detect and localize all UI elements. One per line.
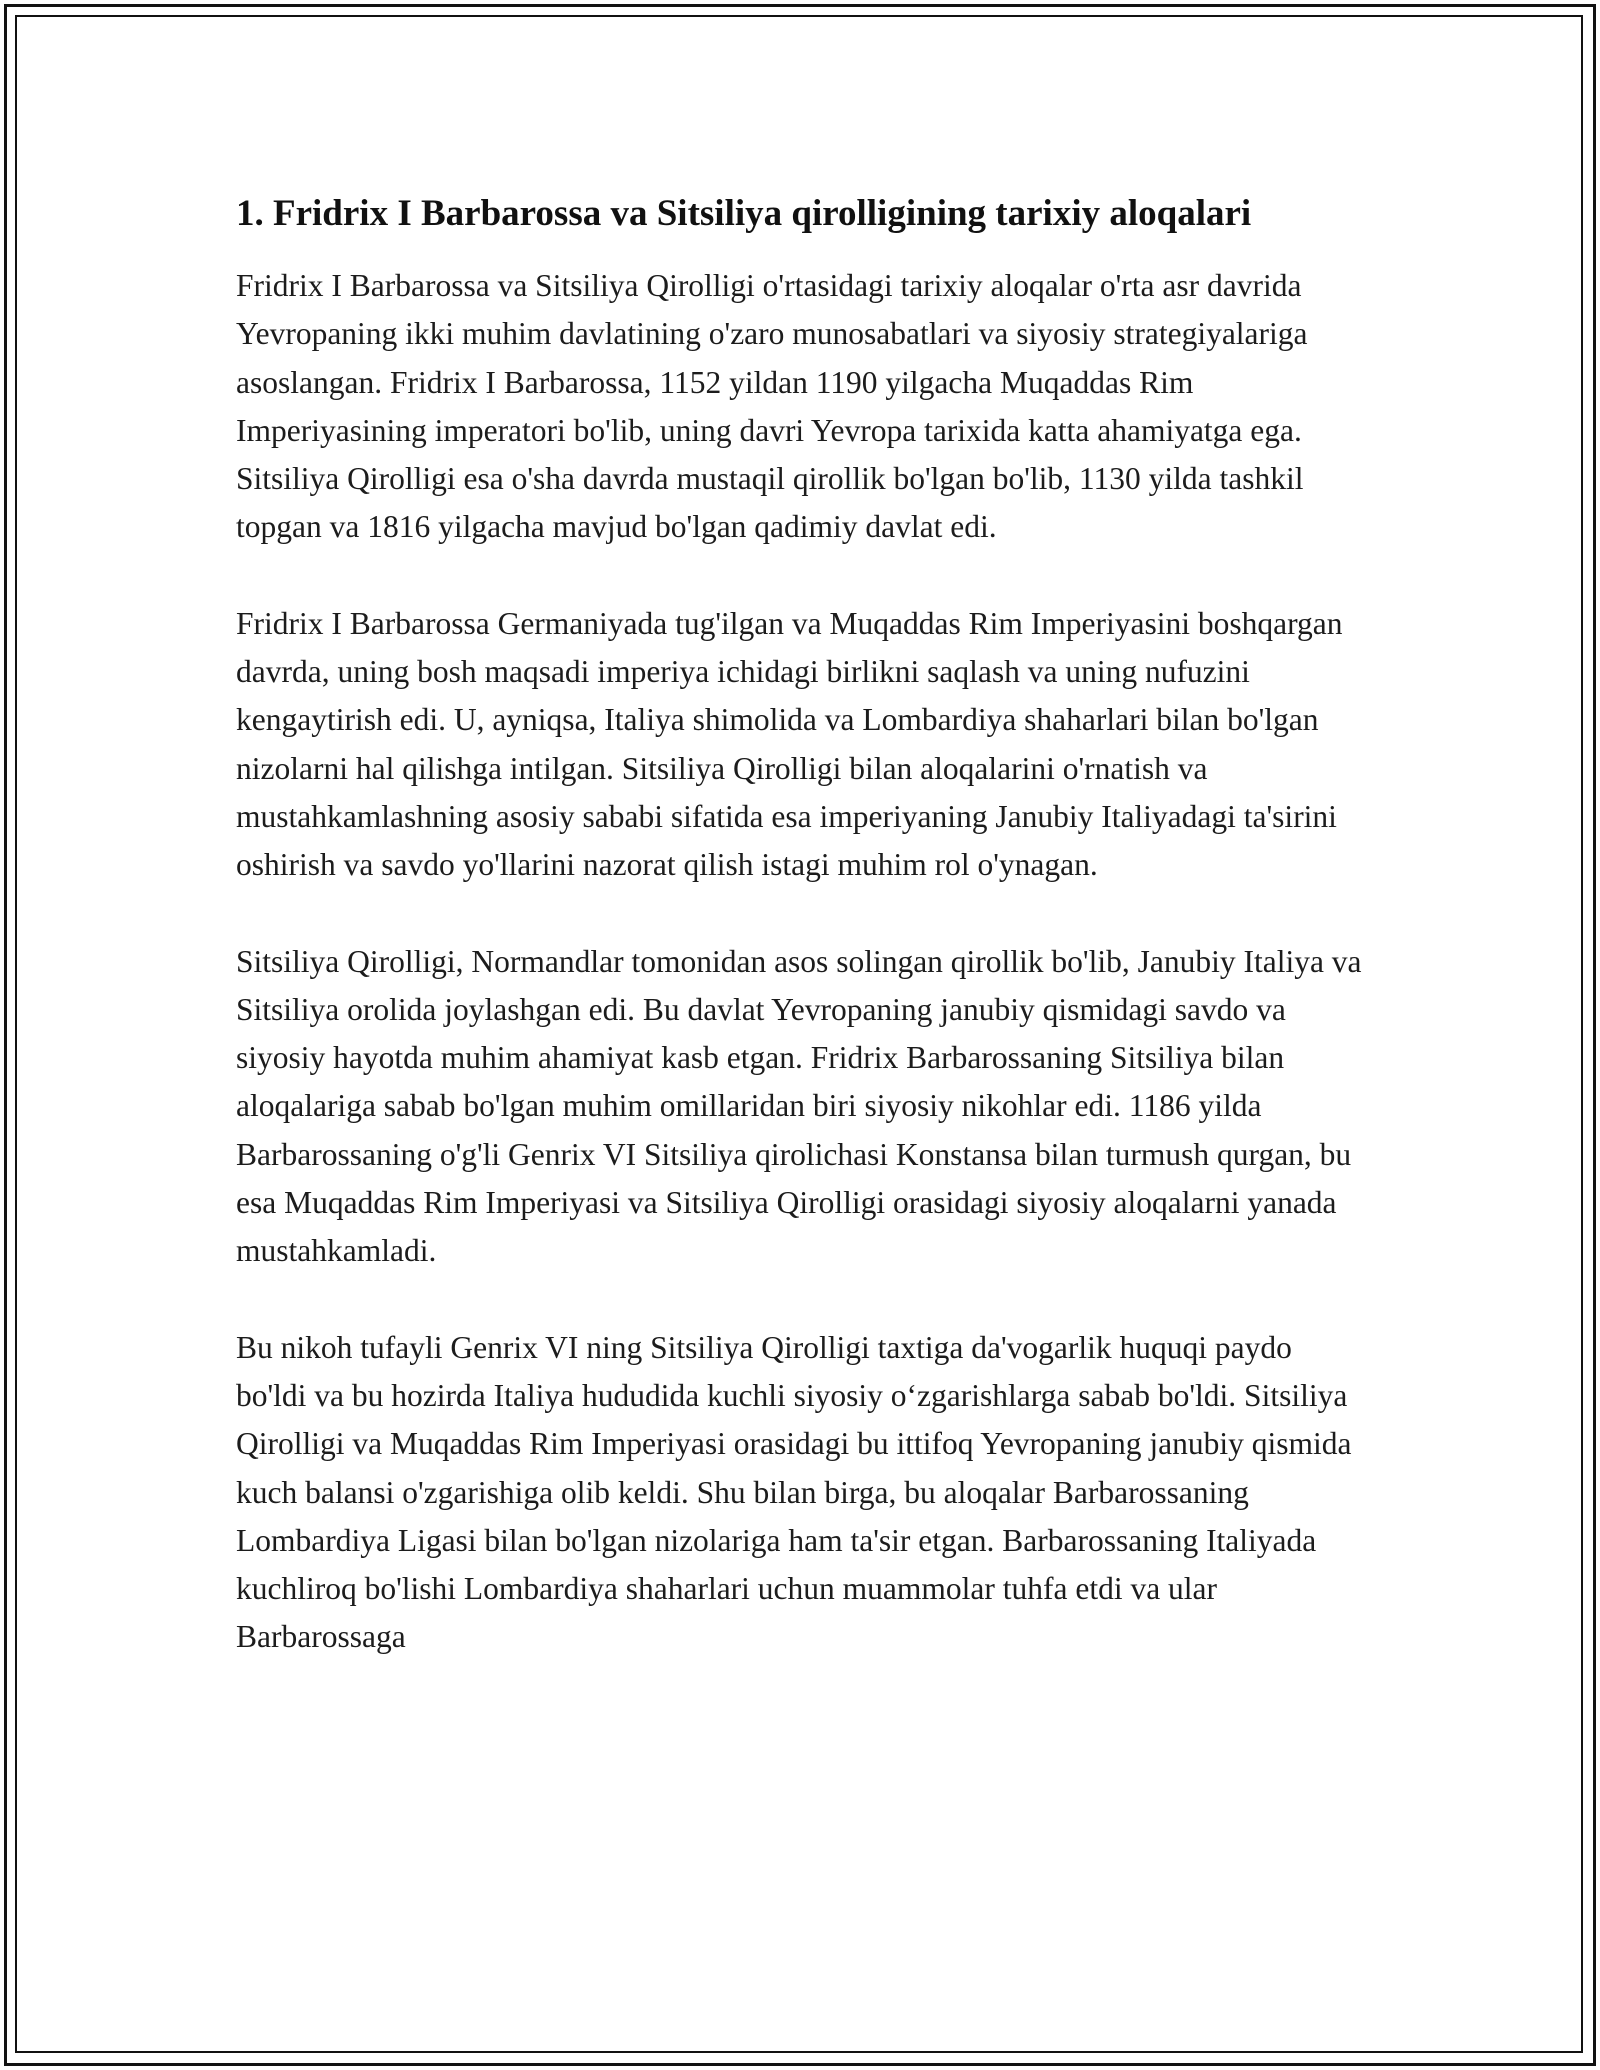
document-body — [236, 186, 1368, 1710]
paragraph-3: Sitsiliya Qirolligi, Normandlar tomonidan asos solingan qirollik bo'lib, Janubiy Italiya va Sitsiliya orolida joylashgan edi. Bu davlat Yevropaning janubiy qismidagi savdo va siyosiy hayotda muhim ahamiyat kasb etgan. Fridrix Barbarossaning Sitsiliya bilan aloqalariga sabab bo'lgan muhim omillaridan biri siyosiy nikohlar edi. 1186 yilda Barbarossaning o'g'li Genrix VI Sitsiliya qirolichasi Konstansa bilan turmush qurgan, bu esa Muqaddas Rim Imperiyasi va Sitsiliya Qirolligi orasidagi siyosiy aloqalarni yanada mustahkamladi. — [236, 943, 1362, 1269]
paragraph-1: Fridrix I Barbarossa va Sitsiliya Qirolligi o'rtasidagi tarixiy aloqalar o'rta asr davrida Yevropaning ikki muhim davlatining o'zaro munosabatlari va siyosiy strategiyalariga asoslangan. Fridrix I Barbarossa, 1152 yildan 1190 yilgacha Muqaddas Rim Imperiyasining imperatori bo'lib, uning davri Yevropa tarixida katta ahamiyatga ega. Sitsiliya Qirolligi esa o'sha davrda mustaqil qirollik bo'lgan bo'lib, 1130 yilda tashkil topgan va 1816 yilgacha mavjud bo'lgan qadimiy davlat edi. — [236, 268, 1308, 545]
paragraph-2: Fridrix I Barbarossa Germaniyada tug'ilgan va Muqaddas Rim Imperiyasini boshqargan davrda, uning bosh maqsadi imperiya ichidagi birlikni saqlash va uning nufuzini kengaytirish edi. U, ayniqsa, Italiya shimolida va Lombardiya shaharlari bilan bo'lgan nizolarni hal qilishga intilgan. Sitsiliya Qirolligi bilan aloqalarini o'rnatish va mustahkamlashning asosiy sababi sifatida esa imperiyaning Janubiy Italiyadagi ta'sirini oshirish va savdo yo'llarini nazorat qilish istagi muhim rol o'ynagan. — [236, 605, 1343, 883]
section-heading: 1. Fridrix I Barbarossa va Sitsiliya qirolligining tarixiy aloqalari — [236, 193, 1252, 234]
paragraph-4: Bu nikoh tufayli Genrix VI ning Sitsiliya Qirolligi taxtiga da'vogarlik huquqi paydo bo'ldi va bu hozirda Italiya hududida kuchli siyosiy o‘zgarishlarga sabab bo'ldi. Sitsiliya Qirolligi va Muqaddas Rim Imperiyasi orasidagi bu ittifoq Yevropaning janubiy qismida kuch balansi o'zgarishiga olib keldi. Shu bilan birga, bu aloqalar Barbarossaning Lombardiya Ligasi bilan bo'lgan nizolariga ham ta'sir etgan. Barbarossaning Italiyada kuchliroq bo'lishi Lombardiya shaharlari uchun muammolar tuhfa etdi va ular Barbarossaga — [236, 1329, 1352, 1655]
